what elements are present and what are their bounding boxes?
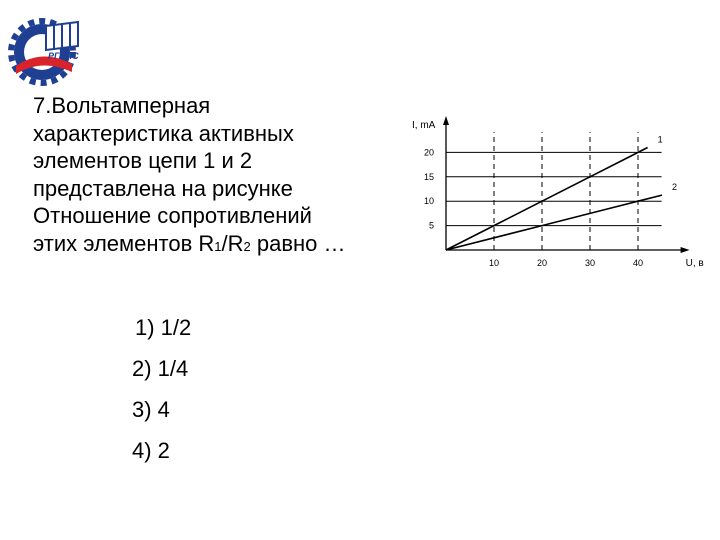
y-axis-label: I, mA: [412, 120, 436, 131]
subscript-1: 1: [214, 238, 222, 254]
x-tick-label: 20: [536, 258, 548, 268]
x-tick-label: 10: [488, 258, 500, 268]
x-tick-label: 40: [632, 258, 644, 268]
question-line-last: [33, 230, 403, 261]
answer-list: [132, 314, 191, 478]
series-line-2: [446, 195, 662, 250]
y-tick-label: 5: [428, 220, 434, 231]
question-line: характеристика активных: [33, 120, 294, 146]
y-tick-label: 20: [423, 147, 434, 158]
question-prefix: этих элементов R: [33, 230, 215, 256]
question-slash: /R: [221, 230, 244, 256]
question-text: [33, 92, 403, 260]
y-axis-arrow-icon: [443, 116, 449, 125]
answer-option-2[interactable]: 2) 1/4: [132, 356, 189, 381]
question-line: представлена на рисунке: [33, 175, 293, 201]
question-suffix: равно …: [250, 230, 346, 256]
answer-option-3[interactable]: 3) 4: [132, 397, 170, 422]
series-label-1: 1: [657, 134, 663, 145]
series-label-2: 2: [672, 182, 678, 193]
x-tick-label: 30: [584, 258, 596, 268]
answer-option-1[interactable]: 1) 1/2: [135, 315, 192, 340]
y-tick-label: 15: [423, 171, 434, 182]
question-line: 7.Вольтамперная: [33, 93, 211, 118]
y-tick-label: 10: [423, 196, 434, 207]
answer-option-4[interactable]: 4) 2: [132, 438, 170, 463]
university-logo: [2, 8, 84, 90]
iv-characteristic-chart: [400, 112, 704, 280]
series-line-1: [446, 148, 648, 250]
question-line: Отношение сопротивлений: [33, 203, 312, 228]
question-line: элементов цепи 1 и 2: [33, 148, 253, 173]
x-axis-arrow-icon: [681, 247, 690, 253]
subscript-2: 2: [243, 238, 251, 254]
x-axis-label: U, в: [685, 258, 704, 269]
logo-text: РГУПС: [48, 51, 79, 61]
